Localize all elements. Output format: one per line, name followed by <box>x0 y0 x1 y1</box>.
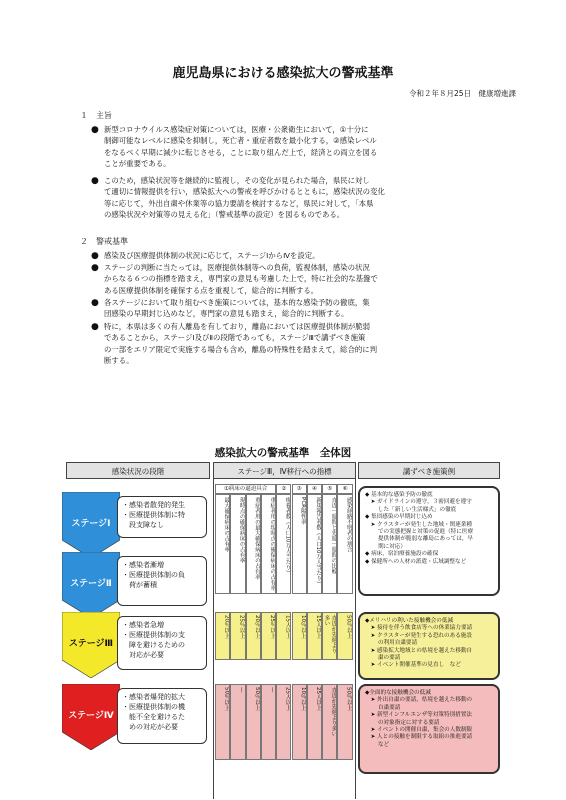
section2-bullet2 <box>104 262 494 296</box>
measures-stage4 <box>358 684 500 774</box>
stage-arrow <box>62 612 120 678</box>
measure-line: の対象指定に対する要請 <box>365 719 440 726</box>
indicator-label: PCR陽性率 <box>292 494 307 594</box>
indicator-label: 重症者用の最大確保病床の占有率 <box>246 494 261 594</box>
paragraph-line: の感染状況や対策等の見える化」（警戒基準の設定）を図るものである。 <box>104 210 345 220</box>
stage3-threshold: 20％以上 <box>246 612 261 660</box>
measure-line: ➤ クラスターが発生する恐れのある施設 <box>365 632 472 639</box>
stage4-threshold: 50％以上 <box>337 684 352 760</box>
page-title: 鹿児島県における感染拡大の警戒基準 <box>172 66 394 81</box>
stage4-threshold: 25人以上 <box>276 684 291 760</box>
bullet-icon: ● <box>91 322 99 332</box>
grid-number: ② <box>276 484 291 494</box>
indicator-label: 療養者数（人口10万人当たり） <box>276 494 291 594</box>
paragraph-line: 各ステージにおいて取り組むべき施策については，基本的な感染予防の徹底，集 <box>104 298 370 307</box>
stage3-threshold: 25％以上 <box>261 612 276 660</box>
col3-header: 講ずべき施策例 <box>358 462 500 479</box>
measure-line: ➤ ガイドラインの遵守，３密回避を遵守 <box>365 499 472 506</box>
section1-paragraph1 <box>104 124 494 170</box>
indicator-label: 重症者用の現時点の確保病床の占有率 <box>261 494 276 594</box>
indicator-label: 感染経路不明者の割合 <box>337 494 352 594</box>
stage-description <box>117 688 207 744</box>
stage3-threshold: 50％以上 <box>337 612 352 660</box>
section1-heading: １ 主旨 <box>80 111 112 120</box>
stage-item: ・医療提供体制の負 <box>122 571 185 579</box>
paragraph-line: をなるべく早期に減少に転じさせる，ことに取り組んだ上で，経済との両立を図る <box>104 147 378 157</box>
stage-label: ステージⅣ <box>68 711 114 721</box>
stage-arrow <box>62 552 120 618</box>
stage4-threshold: 10％以上 <box>292 684 307 760</box>
stage4-threshold: — <box>261 684 276 760</box>
stage-item: ・医療提供体制の機 <box>122 703 185 711</box>
measure-line: ◆全面的な接触機会の低減 <box>365 690 431 696</box>
measures-stage1-2 <box>358 486 500 596</box>
col2-header: ステージⅢ，Ⅳ移行への指標 <box>213 462 356 479</box>
paragraph-line: 感染及び医療提供体制の状況に応じて，ステージⅠからⅣを設定。 <box>104 251 320 260</box>
figure-title: 感染拡大の警戒基準 全体図 <box>214 447 352 459</box>
stage3-threshold: 直近が先週より多い <box>322 612 337 660</box>
stage-item: ・医療提供体制の支 <box>122 631 185 639</box>
stage4-threshold: 50％以上 <box>246 684 261 760</box>
measure-line: ◆ 集団感染の早期封じ込め <box>365 514 433 521</box>
stage-item: 対応が必要 <box>122 651 164 659</box>
measure-line: した「新しい生活様式」の徹底 <box>365 506 457 513</box>
indicator-label: 現時点の確保病床の占有率 <box>230 494 245 594</box>
stage-label: ステージⅡ <box>70 579 112 589</box>
grid-group-label: ①病床の逼迫具合 <box>215 484 276 494</box>
grid-number: ⑤ <box>322 484 337 494</box>
stage-item: ・感染者爆発的拡大 <box>122 693 185 701</box>
paragraph-line: 制御可能なレベルに感染を抑制し，死亡者・重症者数を最小化する，②感染レベル <box>104 136 377 146</box>
stage-item: 荷が蓄積 <box>122 581 157 589</box>
indicator-label: 直近一週間と先週一週間の比較 <box>322 494 337 594</box>
stage-arrow <box>62 492 120 558</box>
measure-line: ➤ イベント開催基準の見直し など <box>365 662 461 669</box>
measure-line: 提供体制が脆弱な離島にあっては，早 <box>365 536 474 543</box>
stage4-threshold: 50％以上 <box>215 684 230 760</box>
stage-item: 障を避けるための <box>122 641 185 649</box>
bullet-icon: ● <box>91 263 99 273</box>
grid-number: ③ <box>292 484 307 494</box>
grid-number: ⑥ <box>337 484 352 494</box>
stage-description <box>117 496 207 538</box>
bullet-icon: ● <box>91 298 99 308</box>
measure-line: ➤ 外出自粛の要請，県境を越えた移動の <box>365 697 473 704</box>
paragraph-line: 団感染の早期封じ込めなど，専門家の意見も踏まえ，総合的に判断する。 <box>104 309 349 319</box>
stage-item: めの対応が必要 <box>122 723 178 731</box>
paragraph-line: 等に応じて，外出自粛や休業等の協力要請を検討するなど，県民に対して，「本県 <box>104 198 374 208</box>
stage-description <box>117 556 207 606</box>
section2-bullet3 <box>104 297 494 320</box>
section2-bullet1 <box>104 250 494 261</box>
paragraph-line: 断する。 <box>104 356 134 366</box>
section2-heading: ２ 警戒基準 <box>80 237 128 246</box>
stage-item: ・感染者急増 <box>122 621 164 629</box>
paragraph-line: からなる６つの指標を踏まえ，専門家の意見も考慮した上で，特に社会的な基盤で <box>104 274 378 284</box>
measure-line: ◆ 基本的な感染予防の徹底 <box>365 492 433 498</box>
stage-item: 能不全を避けるた <box>122 713 185 721</box>
paragraph-line: 特に，本県は多くの有人離島を有しており，離島においては医療提供体制が脆弱 <box>104 322 371 331</box>
paragraph-line: 新型コロナウイルス感染症対策については，医療・公衆衛生において，①十分に <box>104 125 369 134</box>
measure-line: ➤ 人との接触を制限する取組の推進要請 <box>365 734 473 741</box>
paragraph-line: て適切に情報提供を行い，感染拡大への警戒を呼びかけるとともに，感染状況の変化 <box>104 187 385 197</box>
bullet-icon: ● <box>91 251 99 261</box>
measure-line: の利用自粛要請 <box>365 640 418 647</box>
indicator-label: 新規報告者数（人口10万人当たり） <box>307 494 322 594</box>
measure-line: ➤ 感染拡大地域との県境を越えた移動自 <box>365 647 473 654</box>
measure-line: 粛の要請 <box>365 655 401 662</box>
measure-line: ➤ 新型インフルエンザ等対策特別措置法 <box>365 712 472 719</box>
col1-header: 感染状況の段階 <box>66 462 210 479</box>
stage-item: ・感染者散発的発生 <box>122 501 185 509</box>
measure-line: ◆メリハリの利いた接触機会の低減 <box>365 618 454 624</box>
measure-line: 期に対応） <box>365 543 406 550</box>
stage-arrow <box>62 684 120 750</box>
stage3-threshold: 25％以上 <box>230 612 245 660</box>
paragraph-line: このため，感染状況等を継続的に監視し，その変化が見られた場合，県民に対し <box>104 176 370 185</box>
stage-item: 段支障なし <box>122 521 164 529</box>
measure-line: での実態把握と対策の促進（特に医療 <box>365 529 474 536</box>
stage3-threshold: 10％以上 <box>292 612 307 660</box>
section1-paragraph2 <box>104 175 494 221</box>
bullet-icon: ● <box>91 176 99 186</box>
stage4-threshold: 直近が先週より多い <box>322 684 337 760</box>
stage3-threshold: 15人以上 <box>276 612 291 660</box>
section2-bullet4 <box>104 321 494 367</box>
stage4-threshold: — <box>230 684 245 760</box>
measure-line: ◆ 保健所への人材の派遣・広域調整など <box>365 558 467 565</box>
paragraph-line: ある医療提供体制を確保する点を重視して，総合的に判断する。 <box>104 285 319 295</box>
stage3-threshold: 20％以上 <box>215 612 230 660</box>
stage-item: ・医療提供体制に特 <box>122 511 185 519</box>
bullet-icon: ● <box>91 125 99 135</box>
paragraph-line: ステージの判断に当たっては，医療提供体制等への負荷，監視体制，感染の状況 <box>104 263 370 272</box>
measure-line: ◆ 病床，宿泊療養施設の確保 <box>365 551 439 558</box>
stage-label: ステージⅠ <box>71 519 111 529</box>
stage3-threshold: 15人以上 <box>307 612 322 660</box>
stage-description <box>117 616 207 670</box>
paragraph-line: であることから，ステージⅠ及びⅡの段階であっても，ステージⅢで講ずべき施策 <box>104 333 366 343</box>
stage-label: ステージⅢ <box>68 639 114 649</box>
paragraph-line: の一部をエリア限定で実施する場合も含め，離島の特殊性を踏まえて，総合的に判 <box>104 344 378 354</box>
measure-line: ➤ 接待を伴う飲食店等への休業協力要請 <box>365 625 473 632</box>
stage4-threshold: 25人以上 <box>307 684 322 760</box>
measure-line: 自粛要請 <box>365 704 401 711</box>
measures-stage3 <box>358 612 500 680</box>
measure-line: など <box>365 741 390 748</box>
stage-item: ・感染者漸増 <box>122 561 164 569</box>
measure-line: ➤ イベントの開催自粛，集会の人数制限 <box>365 727 473 734</box>
indicator-label: 最大確保病床の占有率 <box>215 494 230 594</box>
date-line: 令和２年８月25日 健康増進課 <box>408 89 516 98</box>
paragraph-line: ことが重要である。 <box>104 159 171 169</box>
measure-line: ➤ クラスターが発生した地域・関連業種 <box>365 521 472 528</box>
grid-number: ④ <box>307 484 322 494</box>
